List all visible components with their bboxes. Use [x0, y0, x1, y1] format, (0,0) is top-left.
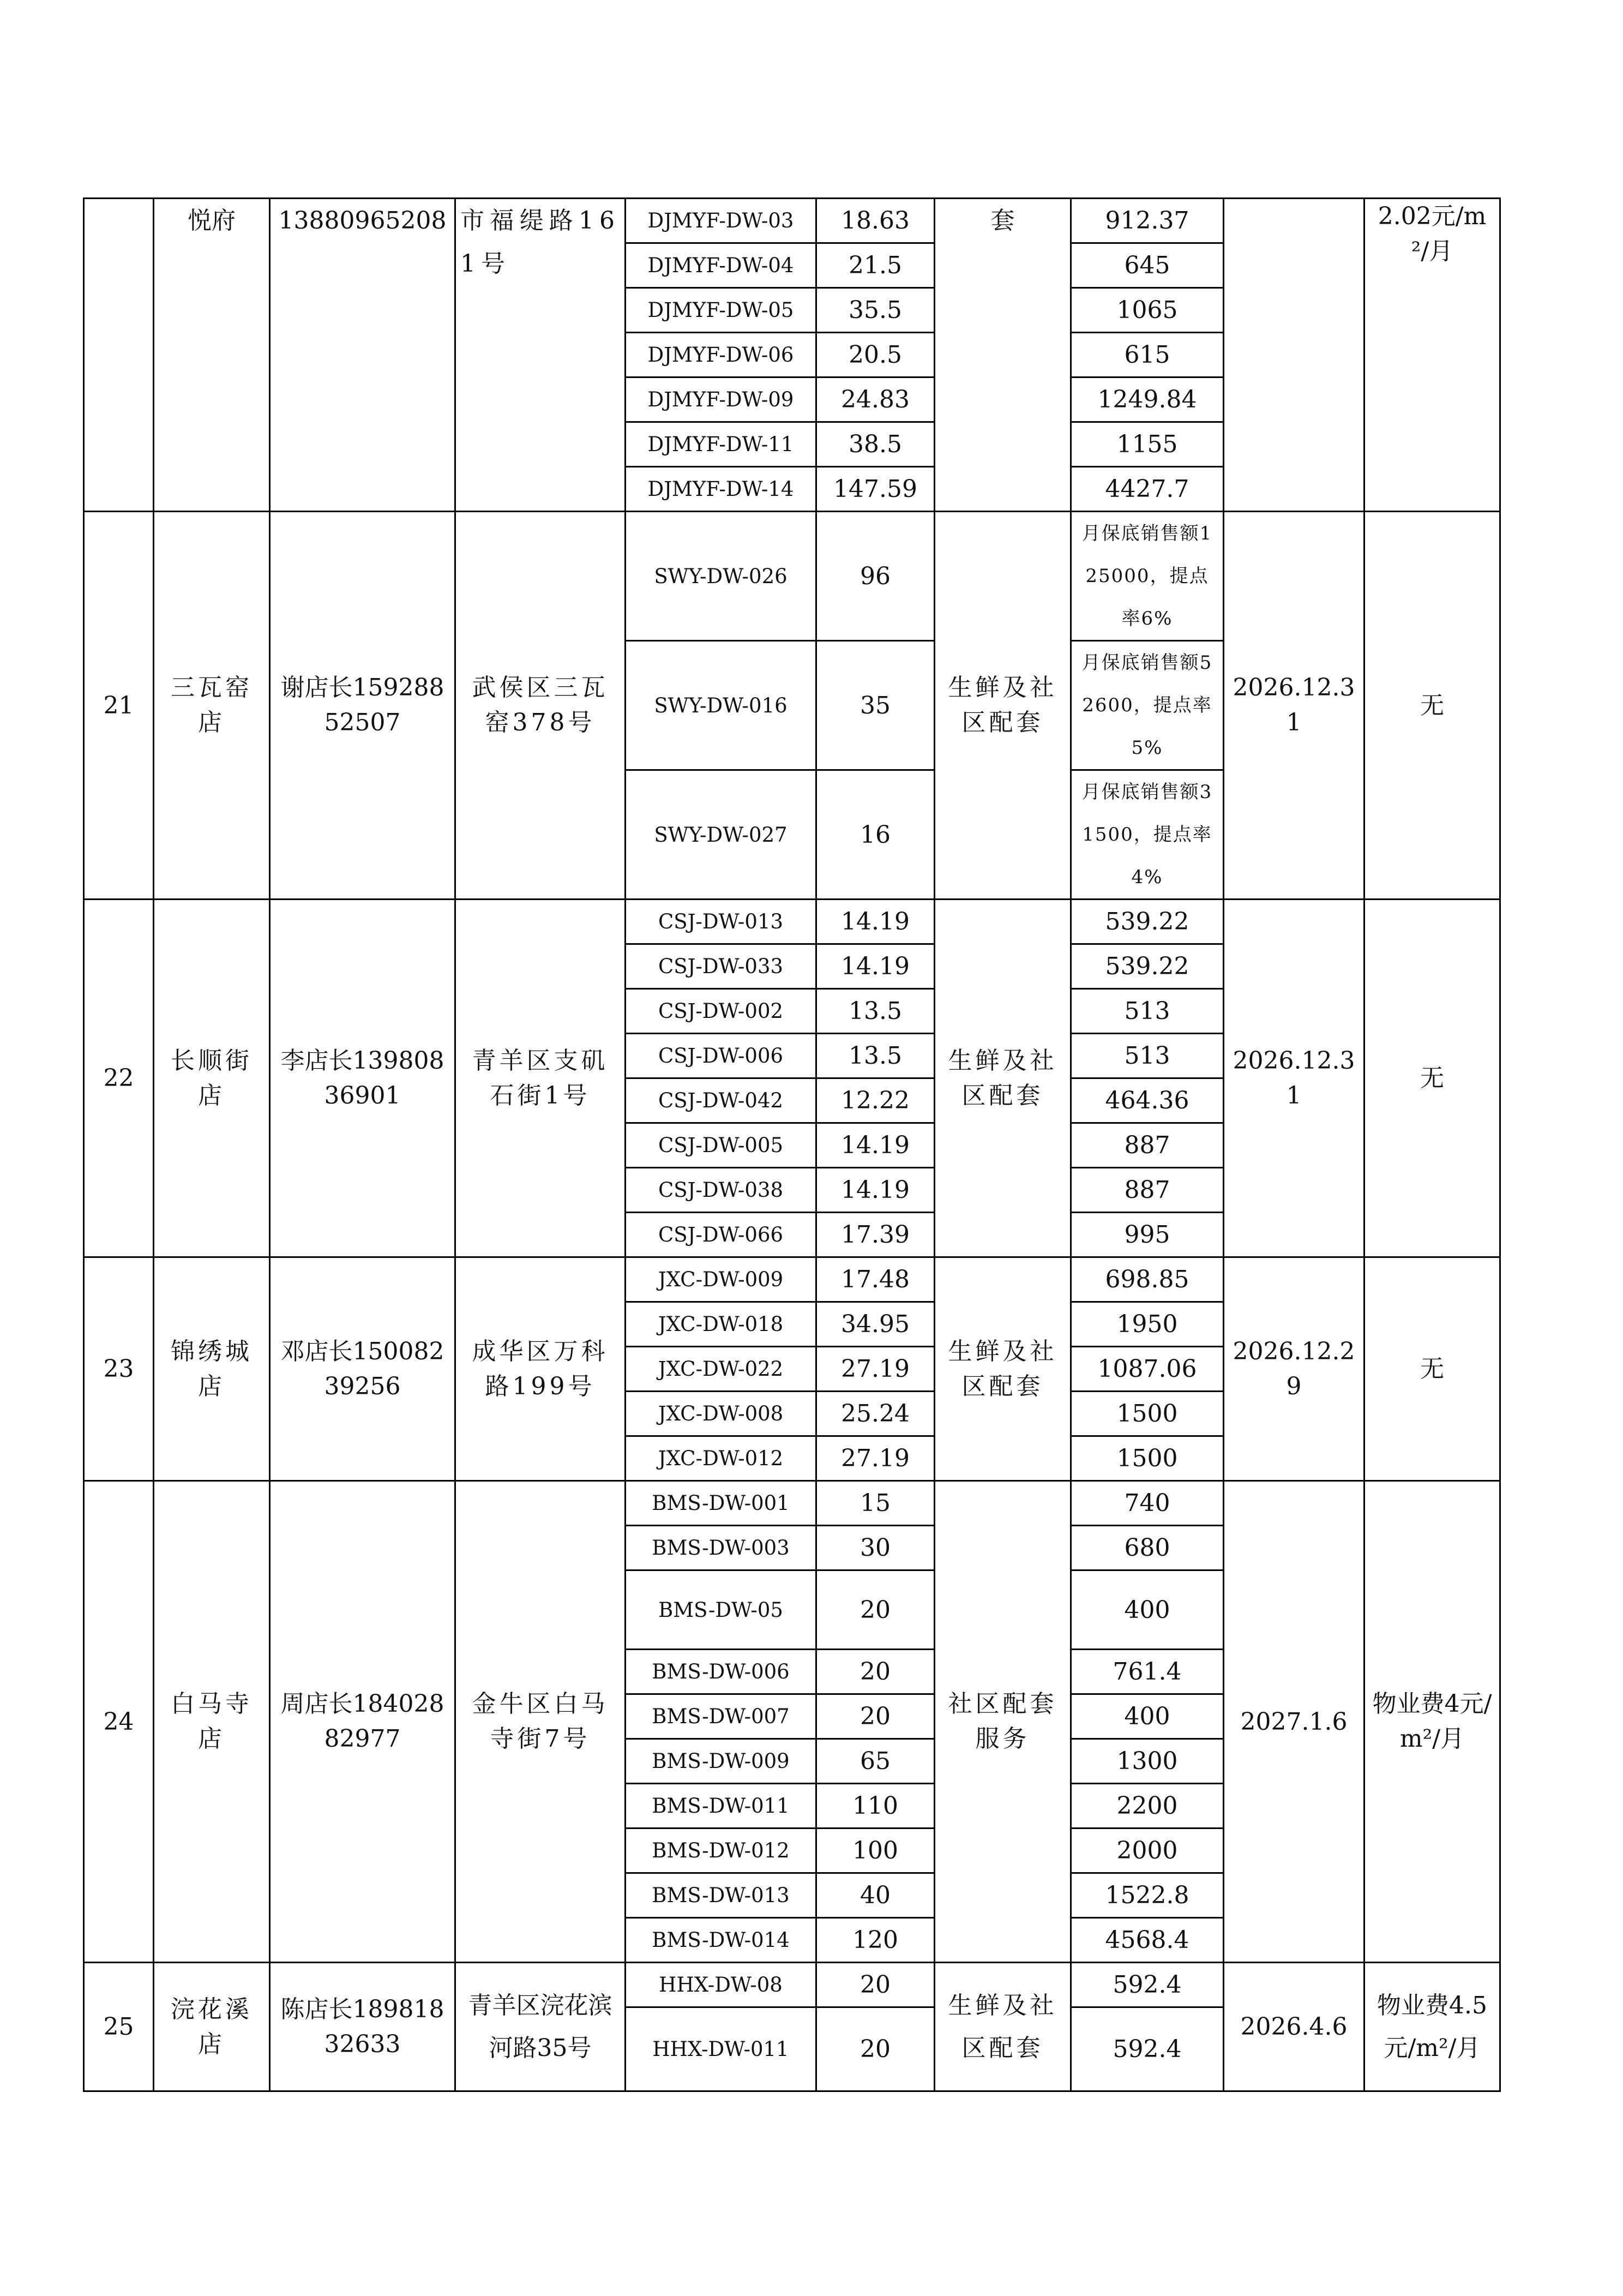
- cell-area: 40: [816, 1873, 935, 1918]
- cell-unit-code: BMS-DW-013: [626, 1873, 816, 1918]
- cell-unit-code: JXC-DW-012: [626, 1436, 816, 1481]
- cell-unit-code: HHX-DW-011: [626, 2007, 816, 2091]
- table-row: [84, 199, 1500, 243]
- cell-unit-code: BMS-DW-012: [626, 1829, 816, 1873]
- cell-unit-code: SWY-DW-026: [626, 512, 816, 641]
- cell-date: 2026.12.31: [1224, 900, 1364, 1257]
- cell-unit-code: BMS-DW-006: [626, 1650, 816, 1694]
- cell-unit-code: BMS-DW-009: [626, 1739, 816, 1784]
- cell-usage: 社区配套服务: [935, 1481, 1071, 1963]
- cell-area: 34.95: [816, 1302, 935, 1347]
- cell-unit-code: CSJ-DW-066: [626, 1213, 816, 1257]
- cell-area: 17.48: [816, 1257, 935, 1302]
- cell-unit-code: CSJ-DW-002: [626, 989, 816, 1034]
- cell-contact: 邓店长15008239256: [270, 1257, 455, 1481]
- cell-rent-note: 月保底销售额125000，提点率6%: [1071, 512, 1224, 641]
- cell-no: 23: [84, 1257, 154, 1481]
- cell-address: 武侯区三瓦窑378号: [455, 512, 626, 900]
- cell-rent: 995: [1071, 1213, 1224, 1257]
- cell-area: 110: [816, 1784, 935, 1829]
- cell-unit-code: BMS-DW-011: [626, 1784, 816, 1829]
- cell-rent: 680: [1071, 1526, 1224, 1570]
- cell-fee: 物业费4.5元/m²/月: [1364, 1963, 1500, 2091]
- cell-fee: 物业费4元/m²/月: [1364, 1481, 1500, 1963]
- cell-area: 38.5: [816, 422, 935, 467]
- cell-area: 20: [816, 1650, 935, 1694]
- cell-area: 25.24: [816, 1392, 935, 1436]
- cell-area: 27.19: [816, 1347, 935, 1392]
- cell-rent: 2200: [1071, 1784, 1224, 1829]
- cell-rent: 400: [1071, 1694, 1224, 1739]
- cell-area: 120: [816, 1918, 935, 1963]
- cell-area: 21.5: [816, 243, 935, 288]
- cell-date: 2026.12.29: [1224, 1257, 1364, 1481]
- cell-rent: 539.22: [1071, 944, 1224, 989]
- cell-unit-code: JXC-DW-009: [626, 1257, 816, 1302]
- cell-date: [1224, 199, 1364, 512]
- cell-rent: 1300: [1071, 1739, 1224, 1784]
- cell-area: 27.19: [816, 1436, 935, 1481]
- cell-rent: 2000: [1071, 1829, 1224, 1873]
- cell-rent: 740: [1071, 1481, 1224, 1526]
- cell-rent: 400: [1071, 1570, 1224, 1650]
- cell-unit-code: BMS-DW-001: [626, 1481, 816, 1526]
- cell-contact: 李店长13980836901: [270, 900, 455, 1257]
- table-row: [84, 1963, 1500, 2007]
- cell-rent: 615: [1071, 333, 1224, 377]
- cell-area: 30: [816, 1526, 935, 1570]
- cell-unit-code: CSJ-DW-033: [626, 944, 816, 989]
- cell-unit-code: JXC-DW-008: [626, 1392, 816, 1436]
- cell-area: 16: [816, 770, 935, 900]
- cell-area: 14.19: [816, 1168, 935, 1213]
- cell-rent: 698.85: [1071, 1257, 1224, 1302]
- cell-area: 65: [816, 1739, 935, 1784]
- cell-rent: 887: [1071, 1123, 1224, 1168]
- cell-area: 14.19: [816, 1123, 935, 1168]
- cell-rent: 4427.7: [1071, 467, 1224, 512]
- cell-store-name: 白马寺店: [154, 1481, 270, 1963]
- cell-unit-code: CSJ-DW-013: [626, 900, 816, 944]
- cell-store-name: 浣花溪店: [154, 1963, 270, 2091]
- cell-area: 12.22: [816, 1078, 935, 1123]
- cell-rent: 761.4: [1071, 1650, 1224, 1694]
- cell-unit-code: HHX-DW-08: [626, 1963, 816, 2007]
- table-row: [84, 512, 1500, 641]
- cell-area: 18.63: [816, 199, 935, 243]
- cell-unit-code: BMS-DW-007: [626, 1694, 816, 1739]
- cell-usage: 套: [935, 199, 1071, 512]
- cell-rent: 1500: [1071, 1436, 1224, 1481]
- cell-unit-code: JXC-DW-018: [626, 1302, 816, 1347]
- cell-area: 13.5: [816, 1034, 935, 1078]
- cell-area: 20: [816, 2007, 935, 2091]
- cell-rent: 592.4: [1071, 2007, 1224, 2091]
- cell-rent: 513: [1071, 1034, 1224, 1078]
- cell-store-name: 锦绣城店: [154, 1257, 270, 1481]
- cell-unit-code: CSJ-DW-006: [626, 1034, 816, 1078]
- table-row: [84, 1481, 1500, 1526]
- cell-rent: 513: [1071, 989, 1224, 1034]
- cell-unit-code: CSJ-DW-038: [626, 1168, 816, 1213]
- cell-area: 24.83: [816, 377, 935, 422]
- cell-area: 13.5: [816, 989, 935, 1034]
- cell-contact: 13880965208: [270, 199, 455, 512]
- cell-no: 22: [84, 900, 154, 1257]
- cell-address: 市福缇路161号: [455, 199, 626, 512]
- cell-no: [84, 199, 154, 512]
- table-row: [84, 900, 1500, 944]
- cell-area: 17.39: [816, 1213, 935, 1257]
- cell-contact: 周店长18402882977: [270, 1481, 455, 1963]
- cell-fee: 2.02元/m²/月: [1364, 199, 1500, 512]
- cell-area: 15: [816, 1481, 935, 1526]
- cell-store-name: 悦府: [154, 199, 270, 512]
- cell-rent: 592.4: [1071, 1963, 1224, 2007]
- cell-unit-code: SWY-DW-027: [626, 770, 816, 900]
- cell-area: 20.5: [816, 333, 935, 377]
- cell-date: 2026.4.6: [1224, 1963, 1364, 2091]
- cell-unit-code: JXC-DW-022: [626, 1347, 816, 1392]
- cell-store-name: 三瓦窑店: [154, 512, 270, 900]
- table-row: [84, 1257, 1500, 1302]
- cell-unit-code: DJMYF-DW-14: [626, 467, 816, 512]
- cell-fee: 无: [1364, 1257, 1500, 1481]
- cell-area: 96: [816, 512, 935, 641]
- cell-area: 20: [816, 1963, 935, 2007]
- lease-table: [83, 197, 1501, 2092]
- cell-no: 25: [84, 1963, 154, 2091]
- cell-contact: 谢店长15928852507: [270, 512, 455, 900]
- cell-address: 青羊区浣花滨河路35号: [455, 1963, 626, 2091]
- cell-address: 金牛区白马寺街7号: [455, 1481, 626, 1963]
- cell-usage: 生鲜及社区配套: [935, 900, 1071, 1257]
- cell-address: 青羊区支矶石街1号: [455, 900, 626, 1257]
- cell-area: 20: [816, 1570, 935, 1650]
- cell-unit-code: DJMYF-DW-09: [626, 377, 816, 422]
- cell-rent: 887: [1071, 1168, 1224, 1213]
- cell-area: 100: [816, 1829, 935, 1873]
- cell-rent: 1522.8: [1071, 1873, 1224, 1918]
- cell-unit-code: CSJ-DW-005: [626, 1123, 816, 1168]
- cell-unit-code: DJMYF-DW-03: [626, 199, 816, 243]
- cell-rent: 645: [1071, 243, 1224, 288]
- cell-date: 2027.1.6: [1224, 1481, 1364, 1963]
- cell-rent: 4568.4: [1071, 1918, 1224, 1963]
- cell-rent-note: 月保底销售额31500，提点率4%: [1071, 770, 1224, 900]
- cell-usage: 生鲜及社区配套: [935, 1963, 1071, 2091]
- cell-address: 成华区万科路199号: [455, 1257, 626, 1481]
- cell-unit-code: DJMYF-DW-11: [626, 422, 816, 467]
- cell-area: 14.19: [816, 944, 935, 989]
- cell-fee: 无: [1364, 900, 1500, 1257]
- cell-rent: 1950: [1071, 1302, 1224, 1347]
- cell-usage: 生鲜及社区配套: [935, 1257, 1071, 1481]
- cell-rent-note: 月保底销售额52600，提点率5%: [1071, 641, 1224, 770]
- cell-area: 20: [816, 1694, 935, 1739]
- cell-fee: 无: [1364, 512, 1500, 900]
- cell-date: 2026.12.31: [1224, 512, 1364, 900]
- cell-area: 35.5: [816, 288, 935, 333]
- cell-usage: 生鲜及社区配套: [935, 512, 1071, 900]
- cell-area: 14.19: [816, 900, 935, 944]
- cell-rent: 1065: [1071, 288, 1224, 333]
- cell-rent: 1087.06: [1071, 1347, 1224, 1392]
- cell-rent: 912.37: [1071, 199, 1224, 243]
- cell-unit-code: BMS-DW-05: [626, 1570, 816, 1650]
- cell-contact: 陈店长18981832633: [270, 1963, 455, 2091]
- cell-area: 35: [816, 641, 935, 770]
- cell-unit-code: SWY-DW-016: [626, 641, 816, 770]
- cell-rent: 1155: [1071, 422, 1224, 467]
- cell-unit-code: BMS-DW-003: [626, 1526, 816, 1570]
- cell-rent: 1500: [1071, 1392, 1224, 1436]
- cell-unit-code: DJMYF-DW-04: [626, 243, 816, 288]
- cell-no: 21: [84, 512, 154, 900]
- cell-rent: 1249.84: [1071, 377, 1224, 422]
- cell-rent: 539.22: [1071, 900, 1224, 944]
- cell-rent: 464.36: [1071, 1078, 1224, 1123]
- cell-store-name: 长顺街店: [154, 900, 270, 1257]
- cell-unit-code: DJMYF-DW-06: [626, 333, 816, 377]
- cell-area: 147.59: [816, 467, 935, 512]
- cell-no: 24: [84, 1481, 154, 1963]
- cell-unit-code: DJMYF-DW-05: [626, 288, 816, 333]
- cell-unit-code: BMS-DW-014: [626, 1918, 816, 1963]
- cell-unit-code: CSJ-DW-042: [626, 1078, 816, 1123]
